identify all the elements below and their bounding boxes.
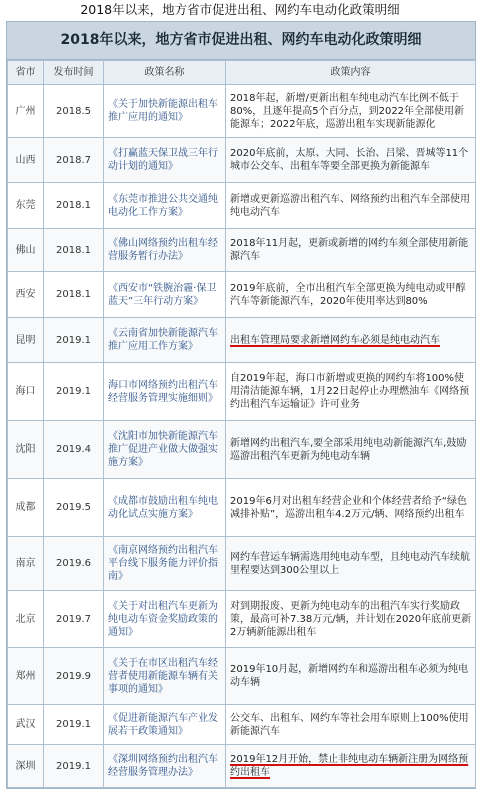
row-content: 2019年12月开始，禁止非纯电动车辆新注册为网络预约出租车 <box>226 745 476 788</box>
row-city: 东莞 <box>8 183 44 229</box>
row-city: 沈阳 <box>8 421 44 479</box>
row-city: 山西 <box>8 138 44 183</box>
row-policy: 《南京网络预约出租汽车平台线下服务能力评价指南》 <box>104 537 226 591</box>
row-date: 2018.1 <box>44 183 104 229</box>
header-policy: 政策名称 <box>104 61 226 85</box>
row-policy: 《云南省加快新能源汽车推广应用工作方案》 <box>104 318 226 363</box>
header-city: 省市 <box>8 61 44 85</box>
row-policy: 《打赢蓝天保卫战三年行动计划的通知》 <box>104 138 226 183</box>
row-date: 2019.4 <box>44 421 104 479</box>
row-policy: 《关于加快新能源出租车推广应用的通知》 <box>104 85 226 138</box>
row-city: 南京 <box>8 537 44 591</box>
row-policy: 《沈阳市加快新能源汽车推广促进产业做大做强实施方案》 <box>104 421 226 479</box>
row-city: 成都 <box>8 479 44 537</box>
row-date: 2018.1 <box>44 229 104 272</box>
row-content: 新增网约出租汽车,要全部采用纯电动新能源汽车,鼓励巡游出租汽车更新为纯电动车辆 <box>226 421 476 479</box>
table-row <box>8 648 476 705</box>
row-date: 2018.1 <box>44 272 104 318</box>
table-row <box>8 363 476 421</box>
policy-table-container <box>6 21 476 789</box>
row-policy: 《成都市鼓励出租车纯电动化试点实施方案》 <box>104 479 226 537</box>
row-content: 2018年起，新增/更新出租车纯电动汽车比例不低于80%，且逐年提高5个百分点，到2022年全部使用新能源车；2022年底，巡游出租车实现新能源化 <box>226 85 476 138</box>
policy-table <box>7 60 476 788</box>
row-date: 2019.1 <box>44 318 104 363</box>
table-row <box>8 85 476 138</box>
row-date: 2019.9 <box>44 648 104 705</box>
table-header-row <box>8 61 476 85</box>
row-policy: 《关于对出租汽车更新为纯电动车资金奖励政策的通知》 <box>104 591 226 648</box>
row-date: 2018.7 <box>44 138 104 183</box>
table-row <box>8 421 476 479</box>
row-content: 公交车、出租车、网约车等社会用车原则上100%使用新能源汽车 <box>226 705 476 745</box>
table-row <box>8 138 476 183</box>
row-content: 2019年6月对出租车经营企业和个体经营者给予“绿色减排补贴”，巡游出租车4.2万元/辆、网络预约出租车 <box>226 479 476 537</box>
row-content: 新增或更新巡游出租汽车、网络预约出租汽车全部使用纯电动汽车 <box>226 183 476 229</box>
table-row <box>8 705 476 745</box>
page-caption: 2018年以来，地方省市促进出租、网约车电动化政策明细 <box>80 2 400 17</box>
header-date: 发布时间 <box>44 61 104 85</box>
row-date: 2019.6 <box>44 537 104 591</box>
row-city: 昆明 <box>8 318 44 363</box>
row-city: 广州 <box>8 85 44 138</box>
row-content: 自2019年起，海口市新增或更换的网约车将100%使用清洁能源车辆，1月22日起停止办理燃油车《网络预约出租汽车运输证》许可业务 <box>226 363 476 421</box>
table-row <box>8 318 476 363</box>
row-city: 北京 <box>8 591 44 648</box>
row-date: 2018.5 <box>44 85 104 138</box>
row-policy: 《西安市“铁腕治霾·保卫蓝天”三年行动方案》 <box>104 272 226 318</box>
row-content: 网约车营运车辆需选用纯电动车型，且纯电动汽车续航里程要达到300公里以上 <box>226 537 476 591</box>
row-policy: 《东莞市推进公共交通纯电动化工作方案》 <box>104 183 226 229</box>
row-content: 2019年10月起，新增网约车和巡游出租车必须为纯电动车辆 <box>226 648 476 705</box>
row-policy: 海口市网络预约出租汽车经营服务管理实施细则》 <box>104 363 226 421</box>
table-row <box>8 479 476 537</box>
row-city: 武汉 <box>8 705 44 745</box>
row-policy: 《关于在市区出租汽车经营者使用新能源车辆有关事项的通知》 <box>104 648 226 705</box>
table-row <box>8 591 476 648</box>
row-content: 出租车管理局要求新增网约车必须是纯电动汽车 <box>226 318 476 363</box>
row-policy: 《促进新能源汽车产业发展若干政策通知》 <box>104 705 226 745</box>
row-city: 深圳 <box>8 745 44 788</box>
header-content: 政策内容 <box>226 61 476 85</box>
row-city: 海口 <box>8 363 44 421</box>
row-city: 佛山 <box>8 229 44 272</box>
table-row <box>8 183 476 229</box>
row-policy: 《佛山网络预约出租车经营服务暂行办法》 <box>104 229 226 272</box>
table-row <box>8 745 476 788</box>
row-date: 2019.1 <box>44 363 104 421</box>
row-city: 郑州 <box>8 648 44 705</box>
row-date: 2019.7 <box>44 591 104 648</box>
row-policy: 《深圳网络预约出租汽车经营服务管理办法》 <box>104 745 226 788</box>
row-content: 2020年底前，太原、大同、长治、吕梁、晋城等11个城市公交车、出租车等要全部更换为新能源车 <box>226 138 476 183</box>
row-content: 对到期报废、更新为纯电动车的出租汽车实行奖励政策，最高可补7.38万元/辆，并计划在2020年底前更新2万辆新能源出租车 <box>226 591 476 648</box>
row-content: 2018年11月起，更新或新增的网约车须全部使用新能源汽车 <box>226 229 476 272</box>
table-row <box>8 229 476 272</box>
row-content: 2019年底前，全市出租汽车全部更换为纯电动或甲醇汽车等新能源汽车，2020年使用率达到80% <box>226 272 476 318</box>
table-banner-title: 2018年以来，地方省市促进出租、网约车电动化政策明细 <box>7 22 475 60</box>
row-date: 2019.1 <box>44 745 104 788</box>
row-date: 2019.5 <box>44 479 104 537</box>
row-city: 西安 <box>8 272 44 318</box>
table-row <box>8 537 476 591</box>
row-date: 2019.1 <box>44 705 104 745</box>
table-row <box>8 272 476 318</box>
